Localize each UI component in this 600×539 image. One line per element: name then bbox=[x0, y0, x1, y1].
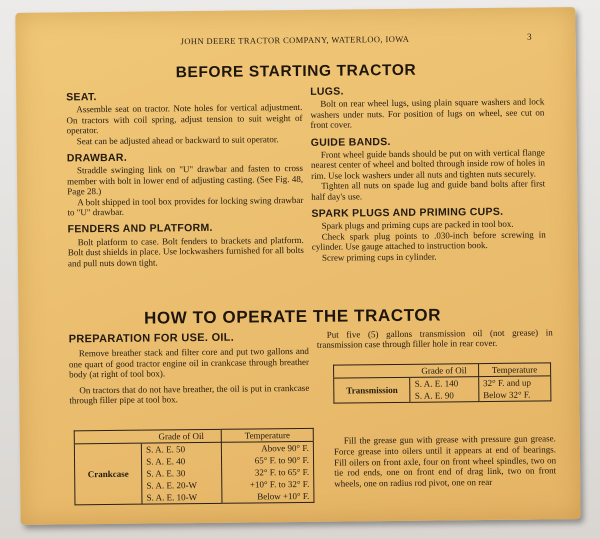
fenders-heading: FENDERS AND PLATFORM. bbox=[67, 222, 213, 236]
temperature-column-header: Temperature bbox=[221, 428, 313, 442]
transmission-oil-table bbox=[333, 362, 551, 403]
transmission-block bbox=[317, 327, 553, 350]
temperature-cell: 32° F. and up bbox=[483, 377, 532, 389]
grease-paragraph: Fill the grease gun with grease with pressure gun grease. Force grease into oilers until it appears at end of bearings. Fill oilers on front axle, four on front wheel spindles, two on tie rod ends, one on front end of drag link, two on front wheels, one on radius rod pivot, one on rear bbox=[333, 433, 557, 489]
spark-plugs-paragraph: Screw priming cups in cylinder. bbox=[321, 251, 437, 263]
manual-page bbox=[15, 7, 580, 525]
grade-cell: S. A. E. 40 bbox=[142, 455, 222, 468]
seat-paragraph: Seat can be adjusted ahead or backward to suit operator. bbox=[76, 133, 279, 146]
drawbar-heading: DRAWBAR. bbox=[66, 151, 128, 165]
temperature-cell: +10° F. to 32° F. bbox=[249, 478, 310, 490]
temperature-column-header: Temperature bbox=[478, 363, 550, 377]
grade-cell: S. A. E. 90 bbox=[410, 389, 479, 402]
guide-bands-heading: GUIDE BANDS. bbox=[310, 135, 391, 149]
transmission-row-label: Transmission bbox=[334, 377, 411, 403]
section-title-before-starting: BEFORE STARTING TRACTOR bbox=[175, 61, 417, 82]
grade-cell: S. A. E. 20-W bbox=[142, 479, 222, 492]
seat-heading: SEAT. bbox=[66, 91, 97, 104]
section-title-how-to-operate: HOW TO OPERATE THE TRACTOR bbox=[143, 305, 442, 328]
spark-plugs-paragraph: Spark plugs and priming cups are packed in tool box. bbox=[321, 219, 514, 232]
lugs-paragraph: Bolt on rear wheel lugs, using plain square washers and lock washers under nuts. For position of lugs on wheel, see cut on front cover. bbox=[310, 96, 545, 131]
transmission-paragraph: Put five (5) gallons transmission oil (not grease) in transmission case through filler hole in rear cover. bbox=[316, 327, 553, 351]
temperature-cell: Below 32° F. bbox=[483, 389, 531, 401]
grease-block bbox=[334, 433, 557, 489]
seat-paragraph: Assemble seat on tractor. Note holes for vertical adjustment. On tractors with coil spring, adjust tension to suit weight of operator. bbox=[66, 102, 303, 136]
temperature-cell: 65° F. to 90° F. bbox=[254, 454, 310, 466]
running-header: JOHN DEERE TRACTOR COMPANY, WATERLOO, IOWA bbox=[180, 33, 410, 47]
temperature-cell: 32° F. to 65° F. bbox=[254, 466, 310, 478]
guide-bands-paragraph: Tighten all nuts on spade lug and guide band bolts after first half day's use. bbox=[311, 178, 546, 202]
guide-bands-paragraph: Front wheel guide bands should be put on with vertical flange nearest center of wheel and bolted through inside row of holes in rim. Use lock washers under all nuts and tighten nuts securely. bbox=[310, 147, 545, 181]
preparation-paragraph: Remove breather stack and filter core and put two gallons and one quart of good tractor engine oil in crankcase through breather body (at right of tool box). bbox=[68, 346, 310, 380]
temperature-cell: Below +10° F. bbox=[257, 490, 310, 502]
crankcase-row-label: Crankcase bbox=[74, 443, 142, 505]
spark-plugs-paragraph: Check spark plug points to .030-inch before screwing in cylinder. Use gauge attached to instruction book. bbox=[311, 229, 546, 253]
right-column bbox=[310, 84, 546, 263]
lugs-heading: LUGS. bbox=[310, 85, 344, 98]
grade-cell: S. A. E. 50 bbox=[142, 442, 222, 455]
crankcase-oil-table bbox=[74, 428, 315, 506]
left-column bbox=[66, 90, 304, 269]
grade-column-header: Grade of Oil bbox=[410, 364, 479, 378]
drawbar-paragraph: Straddle swinging link on "U" drawbar and fasten to cross member with bolt in lower end of adjusting casting. (See Fig. 48, Page 28.) bbox=[67, 163, 304, 197]
temperature-cell: Above 90° F. bbox=[261, 442, 309, 454]
spark-plugs-heading: SPARK PLUGS AND PRIMING CUPS. bbox=[311, 205, 504, 220]
grade-cell: S. A. E. 10-W bbox=[142, 491, 222, 504]
grade-cell: S. A. E. 140 bbox=[410, 377, 479, 390]
preparation-heading: PREPARATION FOR USE. OIL. bbox=[68, 331, 235, 346]
grade-cell: S. A. E. 30 bbox=[142, 467, 222, 480]
grade-column-header: Grade of Oil bbox=[141, 429, 221, 443]
fenders-paragraph: Bolt platform to case. Bolt fenders to brackets and platform. Bolt dust shields in place. Use lockwashers furnished for all bolts and pull nuts down tight. bbox=[67, 234, 304, 269]
preparation-block bbox=[69, 332, 310, 406]
preparation-paragraph: On tractors that do not have breather, the oil is put in crankcase through filler pipe at tool box. bbox=[69, 382, 310, 406]
drawbar-paragraph: A bolt shipped in tool box provides for locking swing drawbar to "U" drawbar. bbox=[67, 194, 304, 218]
page-number: 3 bbox=[527, 31, 532, 42]
